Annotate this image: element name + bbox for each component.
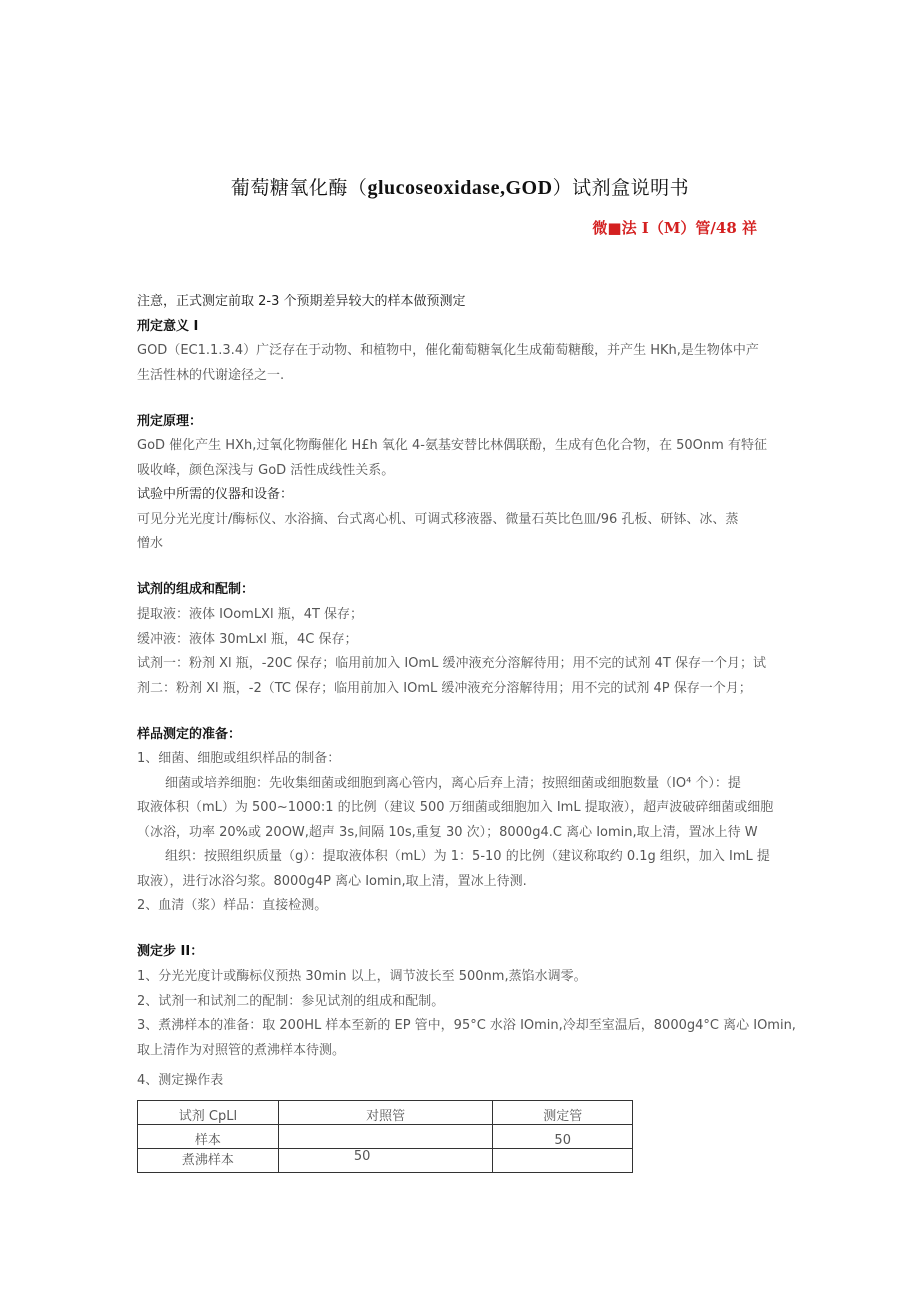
table-row (138, 1149, 633, 1173)
document-title: 葡萄糖氧化酶（glucoseoxidase,GOD）试剂盒说明书 (230, 177, 690, 199)
paragraph-line: 取上清作为对照管的煮沸样本待测。 (137, 1043, 346, 1058)
paragraph-line: 3、煮沸样本的准备：取 200HL 样本至新的 EP 管中，95°C 水浴 IOmin,冷却至室温后，8000g4°C 离心 IOmin, (137, 1018, 796, 1033)
table-cell (493, 1149, 633, 1173)
equipment-heading: 试验中所需的仪器和设备： (137, 487, 294, 502)
paragraph-line: 剂二：粉剂 Xl 瓶，-2（TC 保存；临用前加入 IOmL 缓冲液充分溶解待用；用不完的试剂 4P 保存一个月； (137, 681, 752, 696)
paragraph-line: GoD 催化产生 HXh,过氧化物酶催化 H£h 氧化 4-氨基安替比林偶联酚，生成有色化合物，在 50Onm 有特征 (137, 438, 767, 453)
document-subtitle: 微■法 I（M）管/48 祥 (592, 219, 757, 237)
table-row (138, 1125, 633, 1149)
paragraph-line: 可见分光光度计/酶标仪、水浴摘、台式离心机、可调式移液器、微量石英比色皿/96 孔板、研钵、冰、蒸 (137, 512, 739, 527)
operation-table (137, 1100, 633, 1173)
section-heading-meaning: 刑定意义 I (137, 319, 199, 334)
paragraph-line: 取液），进行冰浴匀浆。8000g4P 离心 Iomin,取上清，置冰上待测. (137, 874, 527, 889)
paragraph-line: GOD（EC1.1.3.4）广泛存在于动物、和植物中，催化葡萄糖氧化生成葡萄糖酸，并产生 HKh,是生物体中产 (137, 343, 759, 358)
table-cell: 样本 (138, 1125, 279, 1149)
table-header-cell: 试剂 CpLl (138, 1101, 279, 1125)
paragraph-line: 缓冲液：液体 30mLxl 瓶，4C 保存； (137, 632, 358, 647)
paragraph-line: （冰浴，功率 20%或 20OW,超声 3s,间隔 10s,重复 30 次）；8000g4.C 离心 Iomin,取上清，置冰上待 W (137, 825, 758, 840)
table-cell: 50 (493, 1125, 633, 1149)
section-heading-steps: 测定步 II： (137, 944, 204, 959)
paragraph-line: 组织：按照组织质量（g）：提取液体积（mL）为 1：5-10 的比例（建议称取约 0.1g 组织，加入 ImL 提 (165, 849, 770, 864)
paragraph-line: 4、测定操作表 (137, 1073, 224, 1088)
paragraph-line: 提取液：液体 IOomLXl 瓶，4T 保存； (137, 607, 364, 622)
paragraph-line: 2、血清（浆）样品：直接检测。 (137, 898, 328, 913)
section-heading-principle: 刑定原理： (137, 414, 203, 429)
table-header-row (138, 1101, 633, 1125)
table-header-cell: 测定管 (493, 1101, 633, 1125)
paragraph-line: 2、试剂一和试剂二的配制：参见试剂的组成和配制。 (137, 994, 445, 1009)
note-line: 注意，正式测定前取 2-3 个预期差异较大的样本做预测定 (137, 294, 466, 309)
section-heading-sample: 样品测定的准备： (137, 727, 242, 742)
paragraph-line: 试剂一：粉剂 Xl 瓶，-20C 保存；临用前加入 IOmL 缓冲液充分溶解待用；用不完的试剂 4T 保存一个月；试 (137, 656, 766, 671)
paragraph-line: 1、分光光度计或酶标仪预热 30min 以上，调节波长至 500nm,蒸馅水调零。 (137, 969, 587, 984)
paragraph-line: 生活性林的代谢途径之一. (137, 368, 285, 383)
table-cell: 50 (278, 1149, 493, 1173)
paragraph-line: 细菌或培养细胞：先收集细菌或细胞到离心管内，离心后弃上清；按照细菌或细胞数量（IO⁴ 个）：提 (165, 776, 741, 791)
table-header-cell: 对照管 (278, 1101, 493, 1125)
paragraph-line: 憎水 (137, 536, 164, 551)
table-cell: 煮沸样本 (138, 1149, 279, 1173)
paragraph-line: 1、细菌、细胞或组织样品的制备： (137, 751, 341, 766)
paragraph-line: 取液体积（mL）为 500~1000:1 的比例（建议 500 万细菌或细胞加入 ImL 提取液），超声波破碎细菌或细胞 (137, 800, 774, 815)
section-heading-reagents: 试剂的组成和配制： (137, 582, 255, 597)
table-cell (278, 1125, 493, 1149)
paragraph-line: 吸收峰，颜色深浅与 GoD 活性成线性关系。 (137, 463, 395, 478)
